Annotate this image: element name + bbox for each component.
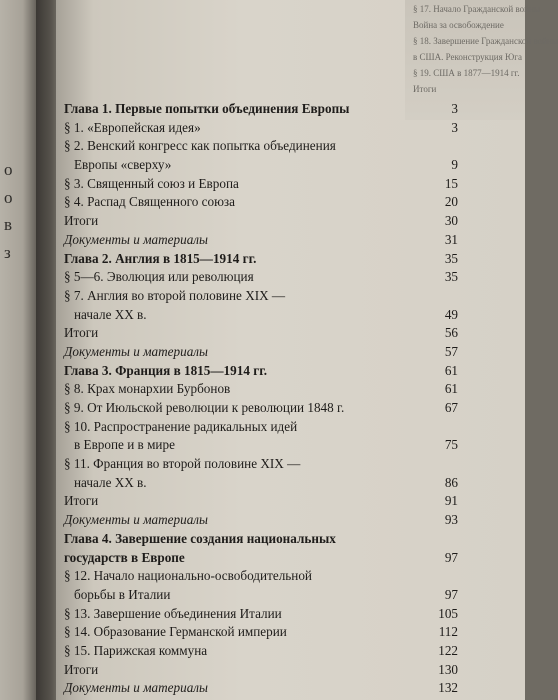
toc-entry-title: Глава 2. Англия в 1815—1914 гг. (64, 250, 257, 266)
toc-entry-page: 35 (444, 250, 458, 266)
toc-entry-page: 122 (438, 642, 458, 658)
toc-entry-title: начале XX в. (74, 474, 147, 490)
toc-entry-title: § 1. «Европейская идея» (64, 119, 201, 135)
toc-entry-title: Глава 1. Первые попытки объединения Европы (64, 101, 350, 116)
toc-entry-page: 20 (444, 194, 458, 210)
toc-entry (64, 212, 464, 231)
toc-entry (64, 380, 464, 399)
toc-entry-page: 57 (444, 343, 458, 359)
left-page-fragment: в (4, 215, 13, 234)
prev-page-line: в США. Реконструкция Юга (413, 52, 522, 62)
toc-entry (64, 306, 464, 325)
toc-entry-page: 132 (438, 680, 458, 696)
toc-entry (64, 268, 464, 287)
toc-entry-page: 61 (444, 381, 458, 397)
left-page-fragment: о (4, 188, 13, 207)
toc-entry (64, 156, 464, 175)
prev-page-line: § 17. Начало Гражданской войны (413, 4, 540, 14)
toc-entry-page: 30 (444, 213, 458, 229)
toc-entry-page: 75 (444, 437, 458, 453)
toc-entry-page: 91 (444, 493, 458, 509)
toc-entry (64, 137, 464, 156)
toc-entry-page: 67 (444, 400, 458, 415)
toc-entry-title: § 2. Венский конгресс как попытка объединения (64, 138, 336, 154)
toc-entry-title: § 11. Франция во второй половине XIX — (64, 456, 301, 472)
toc-entry (64, 623, 464, 642)
toc-entry-title: Документы и материалы (64, 512, 208, 528)
toc-entry (64, 175, 464, 194)
toc-entry-page: 105 (438, 605, 458, 621)
left-page-edge (0, 0, 38, 700)
toc-entry-title: § 14. Образование Германской империи (64, 624, 287, 640)
toc-entry-title: Итоги (64, 493, 99, 509)
toc-entry-title: борьбы в Италии (74, 586, 171, 602)
toc-entry-page: 130 (438, 661, 458, 677)
toc-documents-entry (64, 231, 464, 250)
table-of-contents (64, 100, 464, 698)
left-page-fragment: з (4, 243, 11, 262)
toc-entry-page: 86 (444, 474, 458, 490)
toc-entry-title: Документы и материалы (64, 680, 208, 696)
toc-entry (64, 492, 464, 511)
toc-entry (64, 436, 464, 455)
toc-entry-title: Документы и материалы (64, 231, 208, 247)
toc-entry-page: 112 (438, 624, 458, 640)
toc-chapter-entry (64, 250, 464, 269)
toc-entry-page: 31 (444, 231, 458, 247)
toc-entry (64, 119, 464, 138)
toc-entry-title: Глава 4. Завершение создания национальных (64, 530, 336, 546)
toc-entry (64, 418, 464, 437)
toc-entry (64, 642, 464, 661)
toc-entry-title: § 3. Священный союз и Европа (64, 175, 239, 191)
toc-entry (64, 605, 464, 624)
left-page-fragment: о (4, 160, 13, 179)
toc-entry-page: 56 (444, 325, 458, 341)
toc-entry-page: 15 (444, 175, 458, 191)
toc-entry-title: Европы «сверху» (74, 157, 172, 173)
toc-entry-title: § 12. Начало национально-освободительной (64, 568, 312, 584)
toc-entry-title: § 4. Распад Священного союза (64, 194, 235, 210)
toc-entry-title: § 5—6. Эволюция или революция (64, 269, 254, 285)
toc-entry-page: 93 (444, 512, 458, 528)
toc-entry (64, 661, 464, 680)
toc-chapter-entry (64, 530, 464, 549)
toc-entry-title: в Европе и в мире (74, 437, 175, 453)
toc-entry-page: 97 (444, 586, 458, 602)
toc-entry-page: 61 (444, 362, 458, 378)
toc-entry (64, 586, 464, 605)
toc-entry-title: § 9. От Июльской революции к революции 1848 г. (64, 400, 345, 415)
toc-entry-page: 49 (444, 306, 458, 322)
toc-entry-title: государств в Европе (64, 549, 185, 565)
toc-entry-page: 3 (451, 119, 458, 135)
toc-entry (64, 567, 464, 586)
toc-documents-entry (64, 679, 464, 698)
toc-entry-title: § 8. Крах монархии Бурбонов (64, 381, 231, 397)
toc-entry-title: § 13. Завершение объединения Италии (64, 605, 282, 621)
toc-entry-title: Глава 3. Франция в 1815—1914 гг. (64, 362, 268, 378)
toc-entry-title: § 7. Англия во второй половине XIX — (64, 287, 286, 303)
toc-entry-title: § 15. Парижская коммуна (64, 642, 208, 658)
toc-entry-page: 9 (451, 157, 458, 173)
toc-entry (64, 193, 464, 212)
toc-entry-title: § 10. Распространение радикальных идей (64, 418, 298, 434)
toc-entry-title: Итоги (64, 661, 99, 677)
toc-chapter-entry (64, 549, 464, 568)
toc-chapter-entry (64, 362, 464, 381)
toc-entry-page: 35 (444, 269, 458, 285)
toc-entry (64, 399, 464, 418)
prev-page-line: § 19. США в 1877—1914 гг. (413, 68, 520, 78)
toc-entry (64, 474, 464, 493)
toc-entry-title: Документы и материалы (64, 343, 208, 359)
toc-chapter-entry (64, 100, 464, 119)
toc-entry-title: Итоги (64, 325, 99, 341)
toc-entry-title: Итоги (64, 213, 99, 229)
toc-entry-page: 97 (444, 549, 458, 565)
prev-page-line: § 18. Завершение Гражданской войны (413, 36, 558, 46)
toc-documents-entry (64, 343, 464, 362)
toc-documents-entry (64, 511, 464, 530)
toc-entry (64, 287, 464, 306)
prev-page-line: Война за освобождение (413, 20, 504, 30)
toc-entry-page: 3 (451, 101, 458, 116)
toc-entry-title: начале XX в. (74, 306, 147, 322)
prev-page-line: Итоги (413, 84, 437, 94)
toc-entry (64, 455, 464, 474)
toc-entry (64, 324, 464, 343)
